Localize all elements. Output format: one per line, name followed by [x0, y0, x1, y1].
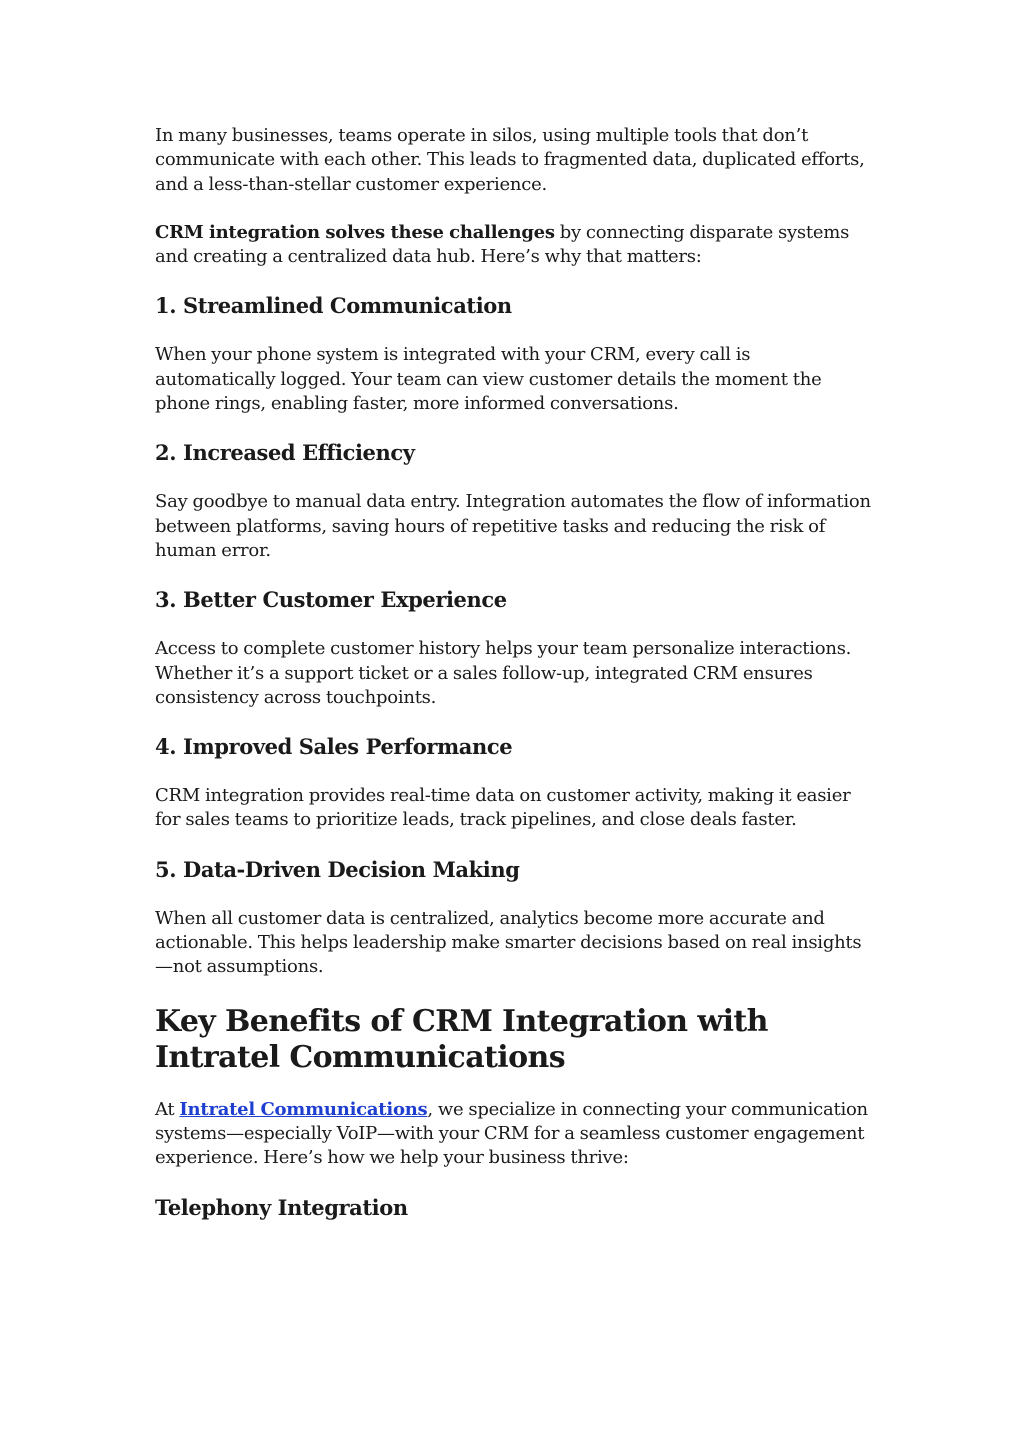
body-data-driven-decision-making: When all customer data is centralized, analytics become more accurate and actionable. This helps leadership make smarter decisions based on real insights—not assumptions.: [155, 907, 862, 978]
heading-streamlined-communication: 1. Streamlined Communication: [155, 293, 512, 319]
intratel-before: At: [155, 1098, 180, 1120]
heading-key-benefits: Key Benefits of CRM Integration with Intratel Communications: [155, 1003, 768, 1075]
body-better-customer-experience: Access to complete customer history helps your team personalize interactions. Whether it’s a support ticket or a sales follow-up, integrated CRM ensures consistency across touchpoints.: [155, 638, 852, 708]
body-improved-sales-performance: CRM integration provides real-time data on customer activity, making it easier for sales teams to prioritize leads, track pipelines, and close deals faster.: [155, 785, 851, 831]
crm-solves-rest: by connecting disparate systems and creating a centralized data hub. Here’s why that matters:: [155, 221, 850, 268]
heading-data-driven-decision-making: 5. Data-Driven Decision Making: [155, 856, 520, 882]
intratel-paragraph: [155, 1098, 875, 1171]
body-streamlined-communication: When your phone system is integrated with your CRM, every call is automatically logged. Your team can view customer details the moment the phone rings, enabling faster, more informed conversations.: [155, 344, 822, 415]
heading-better-customer-experience: 3. Better Customer Experience: [155, 587, 507, 613]
crm-solves-paragraph: [155, 221, 875, 270]
intro-paragraph: In many businesses, teams operate in silos, using multiple tools that don’t communicate with each other. This leads to fragmented data, duplicated efforts, and a less-than-stellar customer experience.: [155, 125, 865, 195]
document-page: [155, 124, 875, 1245]
intratel-communications-link[interactable]: Intratel Communications: [179, 1098, 428, 1120]
intratel-after: , we specialize in connecting your communication systems—especially VoIP—with your CRM for a seamless customer engagement experience. Here’s how we help your business thrive:: [155, 1098, 868, 1169]
heading-improved-sales-performance: 4. Improved Sales Performance: [155, 734, 513, 760]
body-increased-efficiency: Say goodbye to manual data entry. Integration automates the flow of information between platforms, saving hours of repetitive tasks and reducing the risk of human error.: [155, 491, 871, 561]
heading-increased-efficiency: 2. Increased Efficiency: [155, 440, 415, 466]
crm-solves-bold: CRM integration solves these challenges: [155, 221, 555, 243]
heading-telephony-integration: Telephony Integration: [155, 1194, 408, 1220]
